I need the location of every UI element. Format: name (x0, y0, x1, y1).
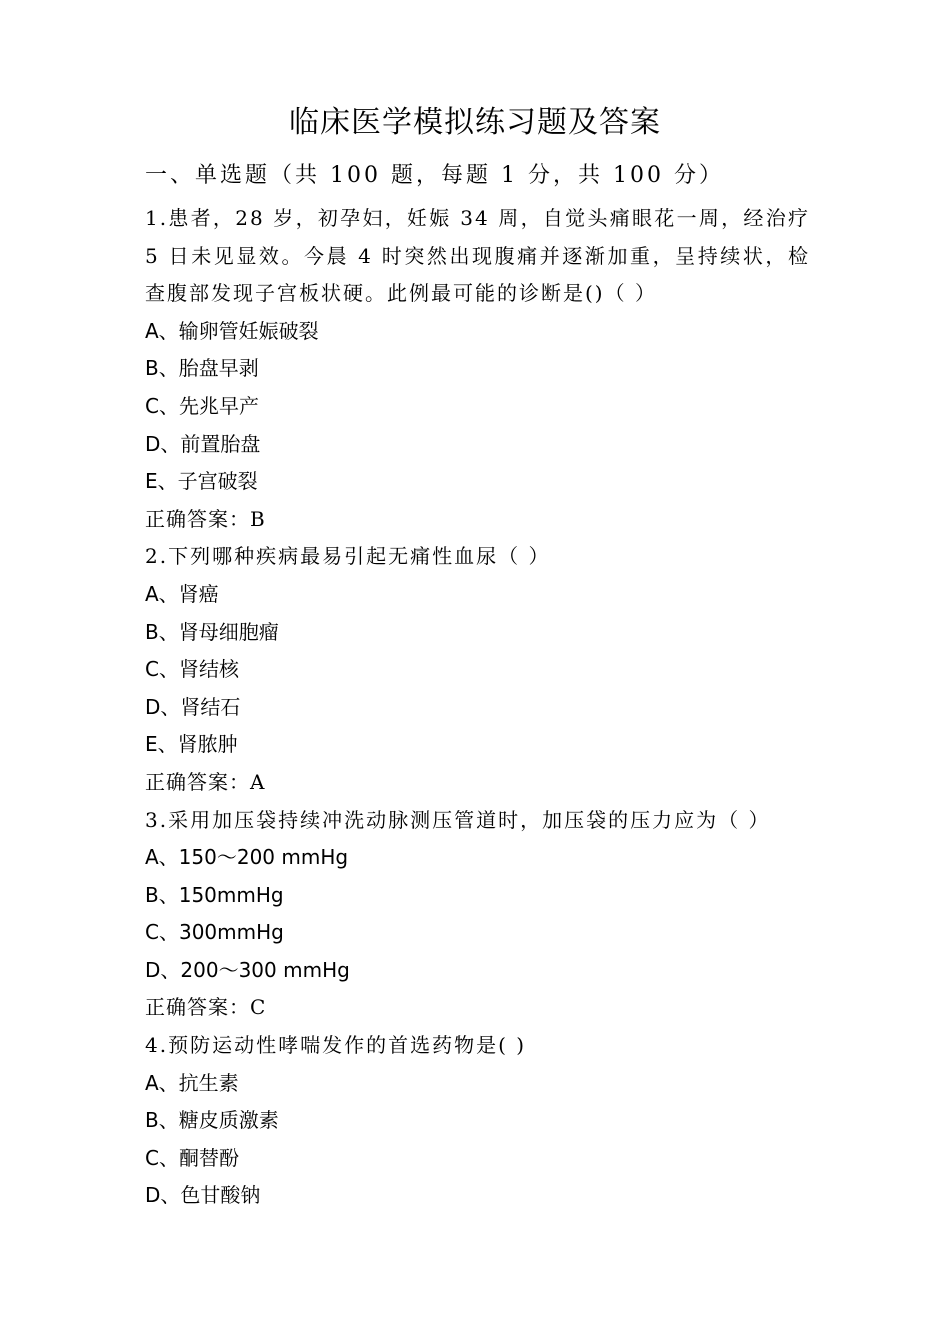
option-d: D、前置胎盘 (145, 431, 261, 456)
option-a: A、150～200 mmHg (145, 845, 349, 870)
correct-answer: 正确答案：A (145, 769, 266, 794)
option-c: C、先兆早产 (145, 393, 259, 418)
document-title: 临床医学模拟练习题及答案 (289, 105, 661, 140)
option-a: A、肾癌 (145, 581, 219, 606)
question-text: 2.下列哪种疾病最易引起无痛性血尿（ ） (145, 544, 551, 569)
option-a: A、输卵管妊娠破裂 (145, 318, 319, 343)
correct-answer: 正确答案：C (145, 995, 267, 1020)
question-block (145, 200, 810, 538)
option-d: D、200～300 mmHg (145, 957, 350, 982)
option-c: C、300mmHg (145, 920, 284, 945)
question-text: 4.预防运动性哮喘发作的首选药物是( ) (145, 1033, 527, 1058)
option-c: C、酮替酚 (145, 1145, 239, 1170)
option-d: D、色甘酸钠 (145, 1183, 261, 1208)
question-block (145, 538, 810, 801)
question-list (145, 200, 810, 1215)
option-b: B、胎盘早剥 (145, 356, 259, 381)
option-e: E、子宫破裂 (145, 469, 258, 494)
option-c: C、肾结核 (145, 657, 239, 682)
option-e: E、肾脓肿 (145, 732, 238, 757)
correct-answer: 正确答案：B (145, 506, 266, 531)
option-b: B、150mmHg (145, 882, 284, 907)
section-heading: 一、单选题（共 100 题，每题 1 分，共 100 分） (145, 163, 724, 188)
option-a: A、抗生素 (145, 1070, 239, 1095)
question-text: 1.患者，28 岁，初孕妇，妊娠 34 周，自觉头痛眼花一周，经治疗 5 日未见显效。今晨 4 时突然出现腹痛并逐渐加重，呈持续状，检查腹部发现子宫板状硬。此例最可能的诊断是()（ ） (145, 206, 810, 306)
question-block (145, 1027, 810, 1215)
question-block (145, 802, 810, 1028)
option-d: D、肾结石 (145, 694, 241, 719)
option-b: B、肾母细胞瘤 (145, 619, 279, 644)
question-text: 3.采用加压袋持续冲洗动脉测压管道时，加压袋的压力应为（ ） (145, 807, 771, 832)
option-b: B、糖皮质激素 (145, 1108, 279, 1133)
